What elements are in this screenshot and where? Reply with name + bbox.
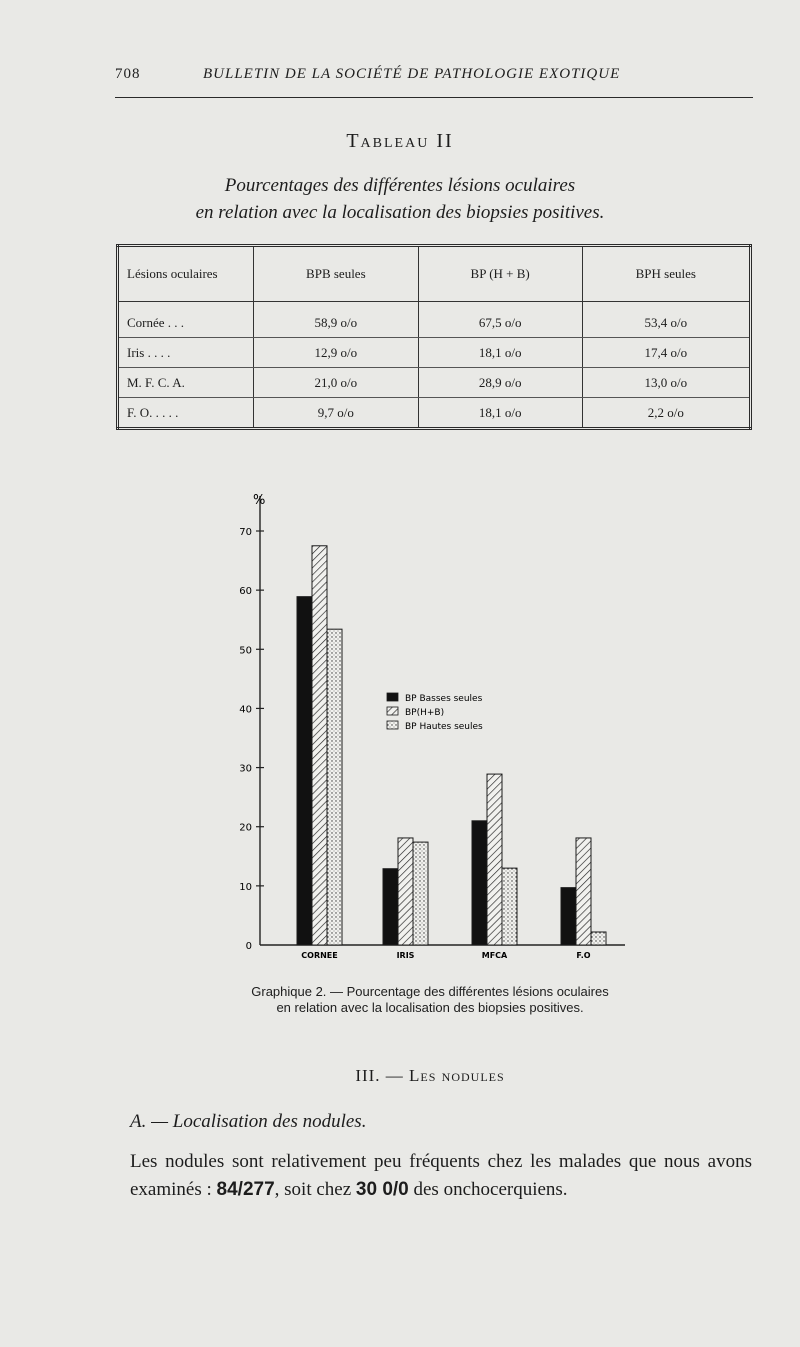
- bar-3: [591, 932, 606, 945]
- running-title: BULLETIN DE LA SOCIÉTÉ DE PATHOLOGIE EXOTIQUE: [203, 66, 621, 82]
- table-cell: 9,7 o/o: [254, 398, 419, 429]
- y-tick-label: 70: [239, 527, 252, 538]
- table-row: [118, 398, 751, 429]
- table-cell: 28,9 o/o: [418, 368, 582, 398]
- bar-2: [312, 546, 327, 945]
- bar-3: [502, 868, 517, 945]
- paragraph-text: des onchocerquiens.: [408, 1179, 568, 1200]
- column-header: BP (H + B): [418, 246, 582, 302]
- row-label: M. F. C. A.: [118, 368, 254, 398]
- lesion-table: [116, 244, 752, 430]
- row-label: Iris . . . .: [118, 338, 254, 368]
- legend-label: BP(H+B): [405, 708, 445, 718]
- category-label: IRIS: [396, 951, 415, 960]
- table-caption-line1: Pourcentages des différentes lésions oculaires: [224, 175, 576, 196]
- graph-caption-line1: Graphique 2. — Pourcentage des différentes lésions oculaires: [251, 984, 609, 999]
- category-label: F.O: [576, 951, 591, 960]
- subsection-title: [130, 1111, 366, 1133]
- table-cell: 53,4 o/o: [582, 302, 750, 338]
- nodule-percent: 30 0/0: [355, 1179, 409, 1200]
- subsection-label: A. — Localisation des nodules.: [130, 1111, 367, 1132]
- y-tick-label: 20: [239, 822, 252, 834]
- header-rule: [115, 97, 753, 98]
- table-cell: 12,9 o/o: [254, 338, 419, 368]
- table-cell: 67,5 o/o: [418, 302, 582, 338]
- bar-chart: [215, 488, 635, 968]
- y-tick-label: 0: [245, 941, 252, 952]
- table-cell: 18,1 o/o: [418, 398, 582, 429]
- legend-label: BP Hautes seules: [405, 722, 483, 732]
- table-row: [118, 338, 751, 368]
- table-title: Tableau II: [346, 130, 454, 152]
- y-tick-label: 40: [239, 704, 252, 716]
- nodule-ratio: 84/277: [216, 1179, 275, 1200]
- y-tick-label: 10: [239, 881, 252, 893]
- paragraph-text: , soit chez: [274, 1179, 356, 1200]
- y-tick-label: 50: [239, 645, 252, 657]
- bar-2: [576, 838, 591, 945]
- column-header: BPH seules: [582, 246, 750, 302]
- table-header-row: [118, 246, 751, 302]
- y-tick-label: 30: [239, 763, 252, 775]
- category-label: MFCA: [481, 951, 508, 960]
- bar-1: [383, 869, 398, 945]
- row-label: Cornée . . .: [118, 302, 254, 338]
- bar-chart-svg: [215, 488, 635, 968]
- table-cell: 2,2 o/o: [582, 398, 750, 429]
- legend-swatch: [387, 707, 398, 715]
- legend-swatch: [387, 693, 398, 701]
- table-row: [118, 302, 751, 338]
- column-header: BPB seules: [254, 246, 419, 302]
- graph-caption-line2: en relation avec la localisation des biopsies positives.: [276, 1000, 584, 1015]
- legend-swatch: [387, 721, 398, 729]
- bar-3: [413, 842, 428, 945]
- category-label: CORNEE: [301, 951, 338, 960]
- bar-3: [327, 629, 342, 945]
- y-tick-label: 60: [239, 586, 252, 598]
- row-label: F. O. . . . .: [118, 398, 254, 429]
- bar-1: [472, 821, 487, 945]
- page-number: 708: [115, 66, 141, 82]
- table-cell: 13,0 o/o: [582, 368, 750, 398]
- table-cell: 21,0 o/o: [254, 368, 419, 398]
- body-paragraph: [130, 1148, 752, 1204]
- bar-1: [561, 888, 576, 945]
- table-caption: [0, 172, 800, 226]
- column-header: Lésions oculaires: [118, 246, 254, 302]
- table-cell: 17,4 o/o: [582, 338, 750, 368]
- table-row: [118, 368, 751, 398]
- table-cell: 58,9 o/o: [254, 302, 419, 338]
- legend-label: BP Basses seules: [405, 694, 483, 704]
- table-caption-line2: en relation avec la localisation des biopsies positives.: [195, 202, 605, 223]
- bar-2: [398, 838, 413, 945]
- bar-1: [297, 597, 312, 945]
- table-cell: 18,1 o/o: [418, 338, 582, 368]
- paragraph-text: Les nodules sont relativement peu fréquents chez les malades que nous avons examinés :: [130, 1151, 752, 1200]
- y-axis-unit: %: [253, 493, 266, 508]
- graph-caption: [0, 984, 800, 1016]
- section-title: III. — Les nodules: [355, 1066, 505, 1085]
- bar-2: [487, 774, 502, 945]
